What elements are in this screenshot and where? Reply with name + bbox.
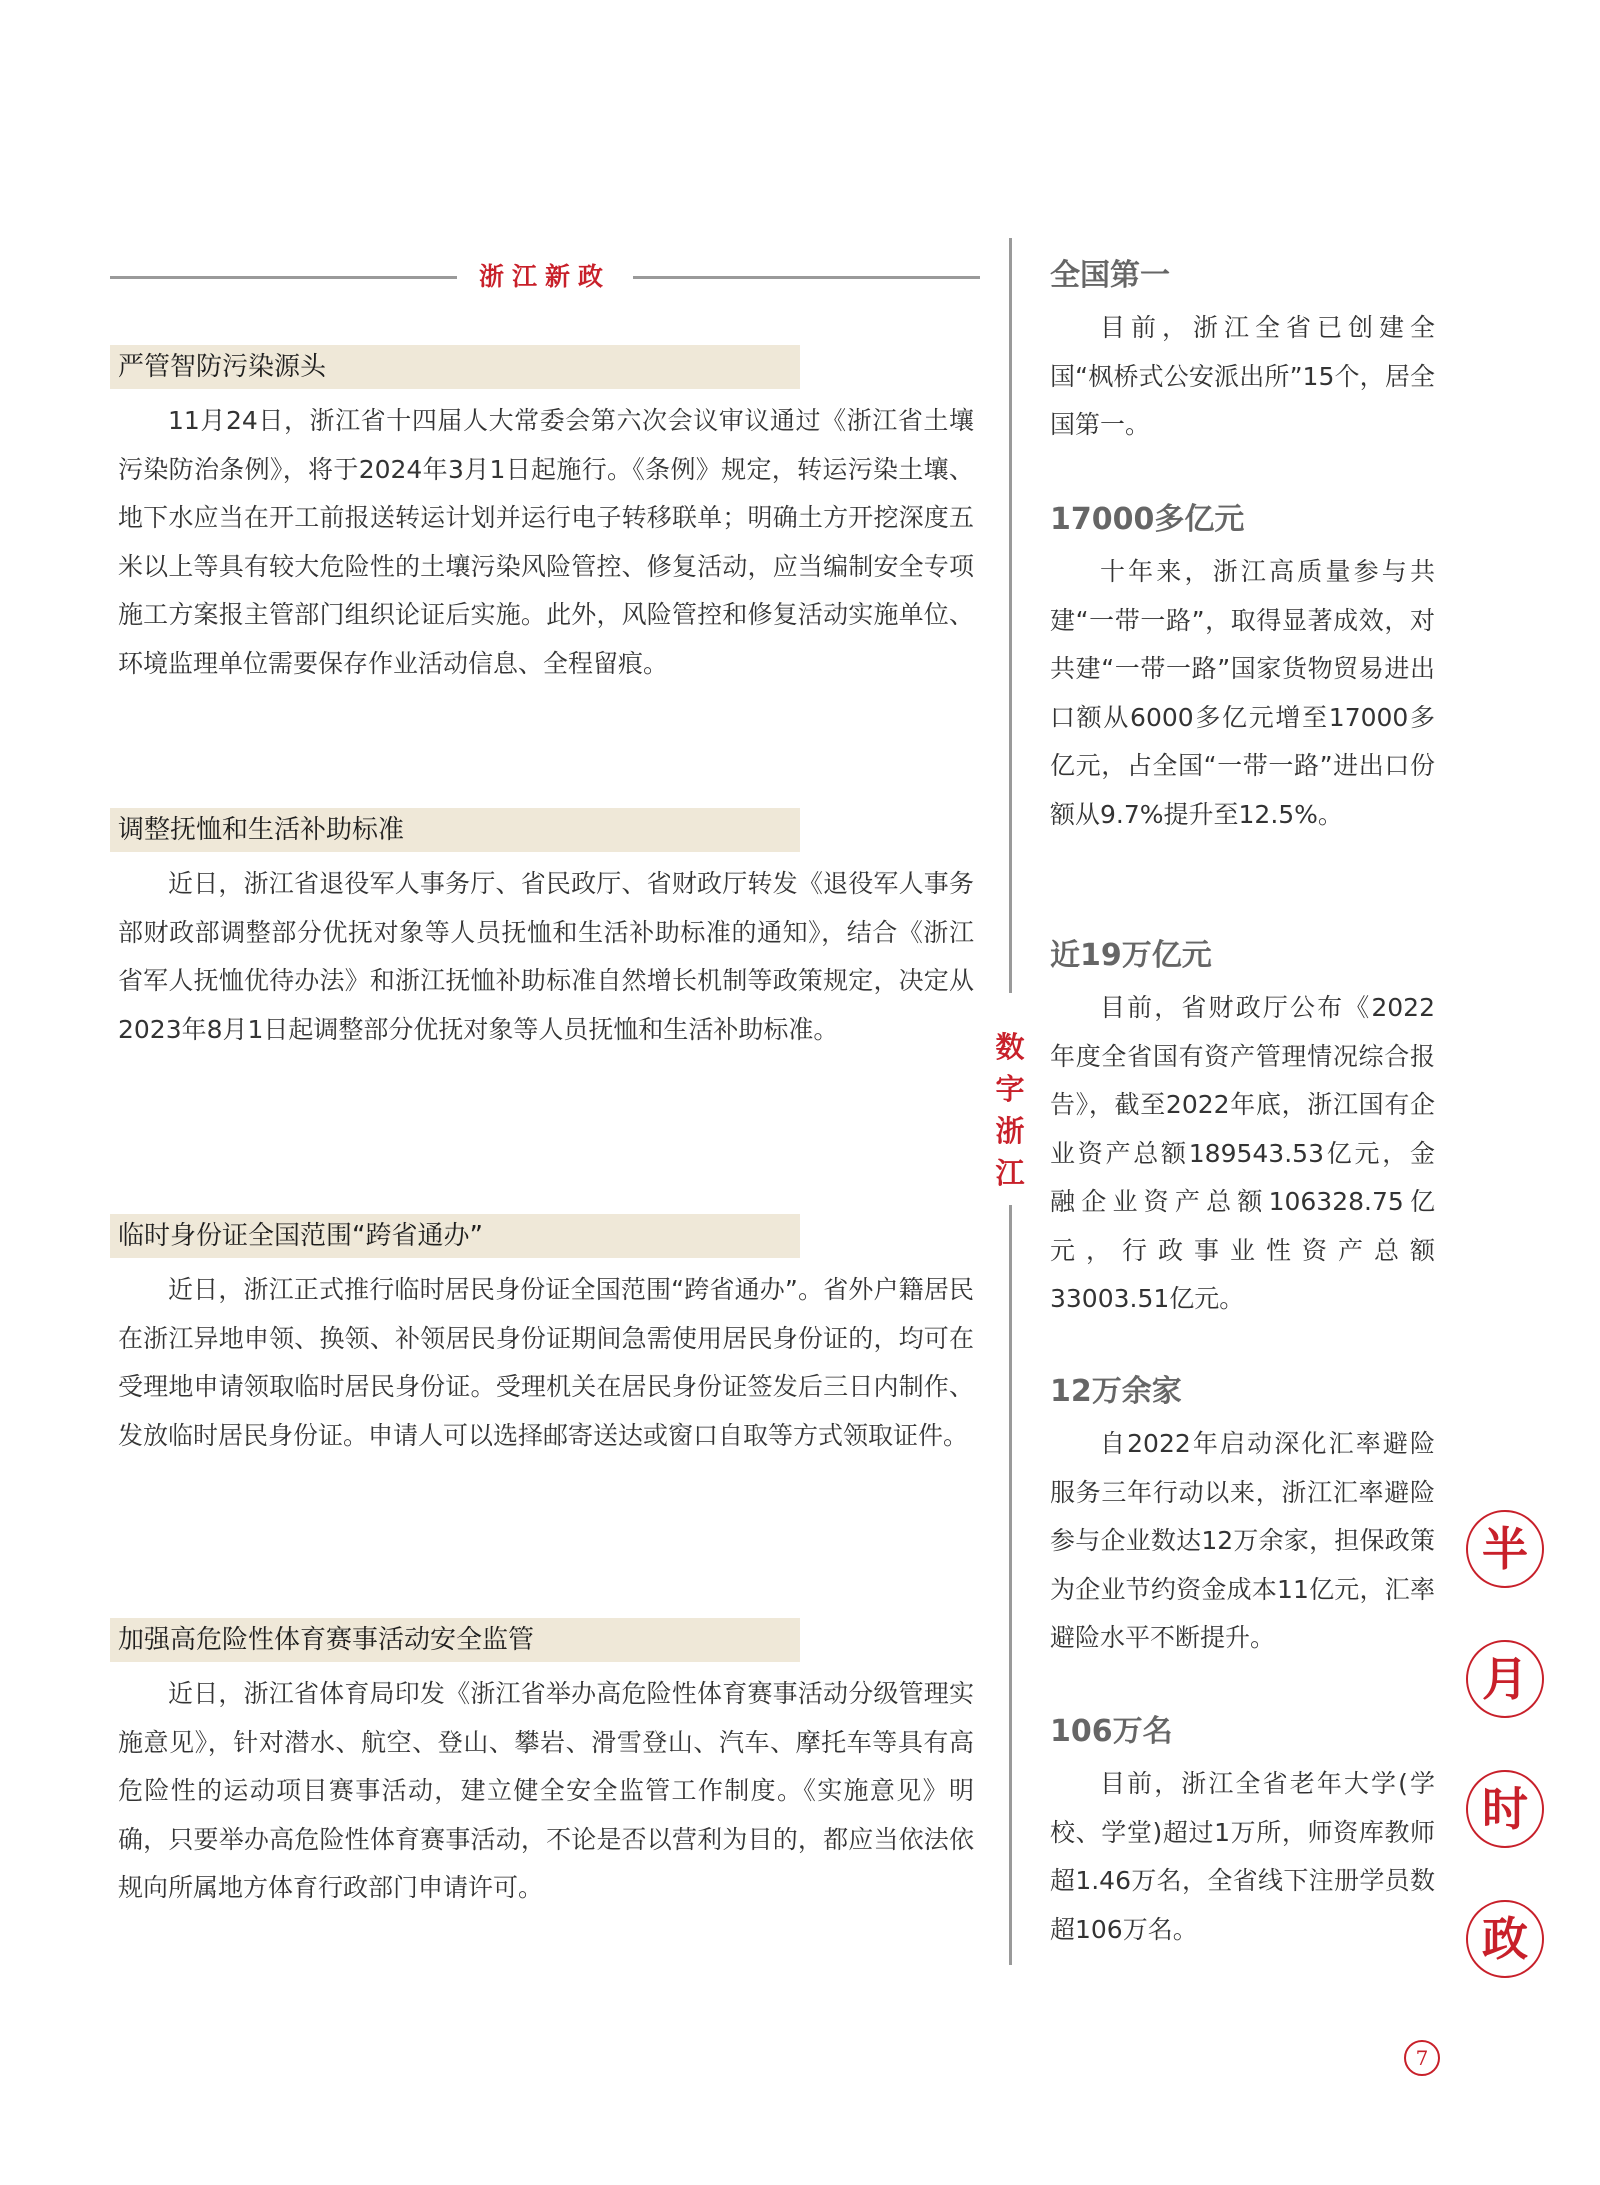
stat-state-assets: [1050, 936, 1435, 1324]
article-pension-standards: [110, 808, 980, 1054]
column-divider-bottom: [1009, 1205, 1012, 1965]
stat-belt-road-trade: [1050, 500, 1435, 839]
article-title: 加强高危险性体育赛事活动安全监管: [110, 1618, 800, 1662]
brand-seal-char: 政: [1466, 1900, 1544, 1978]
stat-senior-university: [1050, 1712, 1435, 1954]
brand-seal-char: 月: [1466, 1640, 1544, 1718]
article-title: 严管智防污染源头: [110, 345, 800, 389]
brand-seal-char: 时: [1466, 1770, 1544, 1848]
stat-body: 目前，浙江全省老年大学(学校、学堂)超过1万所，师资库教师超1.46万名，全省线下注册学员数超106万名。: [1050, 1769, 1435, 1944]
stat-body: 自2022年启动深化汇率避险服务三年行动以来，浙江汇率避险参与企业数达12万余家，担保政策为企业节约资金成本11亿元，汇率避险水平不断提升。: [1050, 1429, 1435, 1652]
page-number: 7: [1404, 2040, 1440, 2076]
stat-headline: 全国第一: [1050, 258, 1170, 293]
stat-headline: 12万余家: [1050, 1374, 1182, 1409]
article-sports-safety: [110, 1618, 980, 1913]
section-header: [110, 262, 980, 292]
article-body: 近日，浙江正式推行临时居民身份证全国范围“跨省通办”。省外户籍居民在浙江异地申领、换领、补领居民身份证期间急需使用居民身份证的，均可在受理地申请领取临时居民身份证。受理机关在居民身份证签发后三日内制作、发放临时居民身份证。申请人可以选择邮寄送达或窗口自取等方式领取证件。: [118, 1275, 974, 1450]
side-label-char: 数: [995, 1030, 1025, 1064]
column-divider-top: [1009, 238, 1012, 993]
side-label-char: 字: [995, 1072, 1025, 1106]
side-label-digital-zhejiang: [992, 1026, 1028, 1194]
section-title: 浙江新政: [457, 262, 633, 292]
article-body: 近日，浙江省退役军人事务厅、省民政厅、省财政厅转发《退役军人事务部财政部调整部分优抚对象等人员抚恤和生活补助标准的通知》，结合《浙江省军人抚恤优待办法》和浙江抚恤补助标准自然增长机制等政策规定，决定从2023年8月1日起调整部分优抚对象等人员抚恤和生活补助标准。: [118, 869, 974, 1044]
stat-headline: 17000多亿元: [1050, 502, 1245, 537]
stat-hedging-enterprises: [1050, 1372, 1435, 1663]
stat-first-nationwide: [1050, 256, 1435, 450]
brand-seal-char: 半: [1466, 1510, 1544, 1588]
stat-headline: 近19万亿元: [1050, 938, 1212, 973]
article-temp-id-card: [110, 1214, 980, 1460]
article-body: 近日，浙江省体育局印发《浙江省举办高危险性体育赛事活动分级管理实施意见》，针对潜水、航空、登山、攀岩、滑雪登山、汽车、摩托车等具有高危险性的运动项目赛事活动，建立健全安全监管工作制度。《实施意见》明确，只要举办高危险性体育赛事活动，不论是否以营利为目的，都应当依法依规向所属地方体育行政部门申请许可。: [118, 1679, 974, 1902]
article-title: 临时身份证全国范围“跨省通办”: [110, 1214, 800, 1258]
article-body: 11月24日，浙江省十四届人大常委会第六次会议审议通过《浙江省土壤污染防治条例》，将于2024年3月1日起施行。《条例》规定，转运污染土壤、地下水应当在开工前报送转运计划并运行电子转移联单；明确土方开挖深度五米以上等具有较大危险性的土壤污染风险管控、修复活动，应当编制安全专项施工方案报主管部门组织论证后实施。此外，风险管控和修复活动实施单位、环境监理单位需要保存作业活动信息、全程留痕。: [118, 406, 974, 678]
stat-body: 目前，浙江全省已创建全国“枫桥式公安派出所”15个，居全国第一。: [1050, 313, 1435, 439]
article-soil-pollution: [110, 345, 980, 688]
article-title: 调整抚恤和生活补助标准: [110, 808, 800, 852]
side-label-char: 浙: [995, 1114, 1025, 1148]
stat-body: 十年来，浙江高质量参与共建“一带一路”，取得显著成效，对共建“一带一路”国家货物贸易进出口额从6000多亿元增至17000多亿元，占全国“一带一路”进出口份额从9.7%提升至12.5%。: [1050, 557, 1435, 829]
side-label-char: 江: [995, 1156, 1025, 1190]
stat-headline: 106万名: [1050, 1714, 1173, 1749]
stat-body: 目前，省财政厅公布《2022年度全省国有资产管理情况综合报告》，截至2022年底，浙江国有企业资产总额189543.53亿元，金融企业资产总额106328.75亿元，行政事业性资产总额33003.51亿元。: [1050, 993, 1435, 1313]
